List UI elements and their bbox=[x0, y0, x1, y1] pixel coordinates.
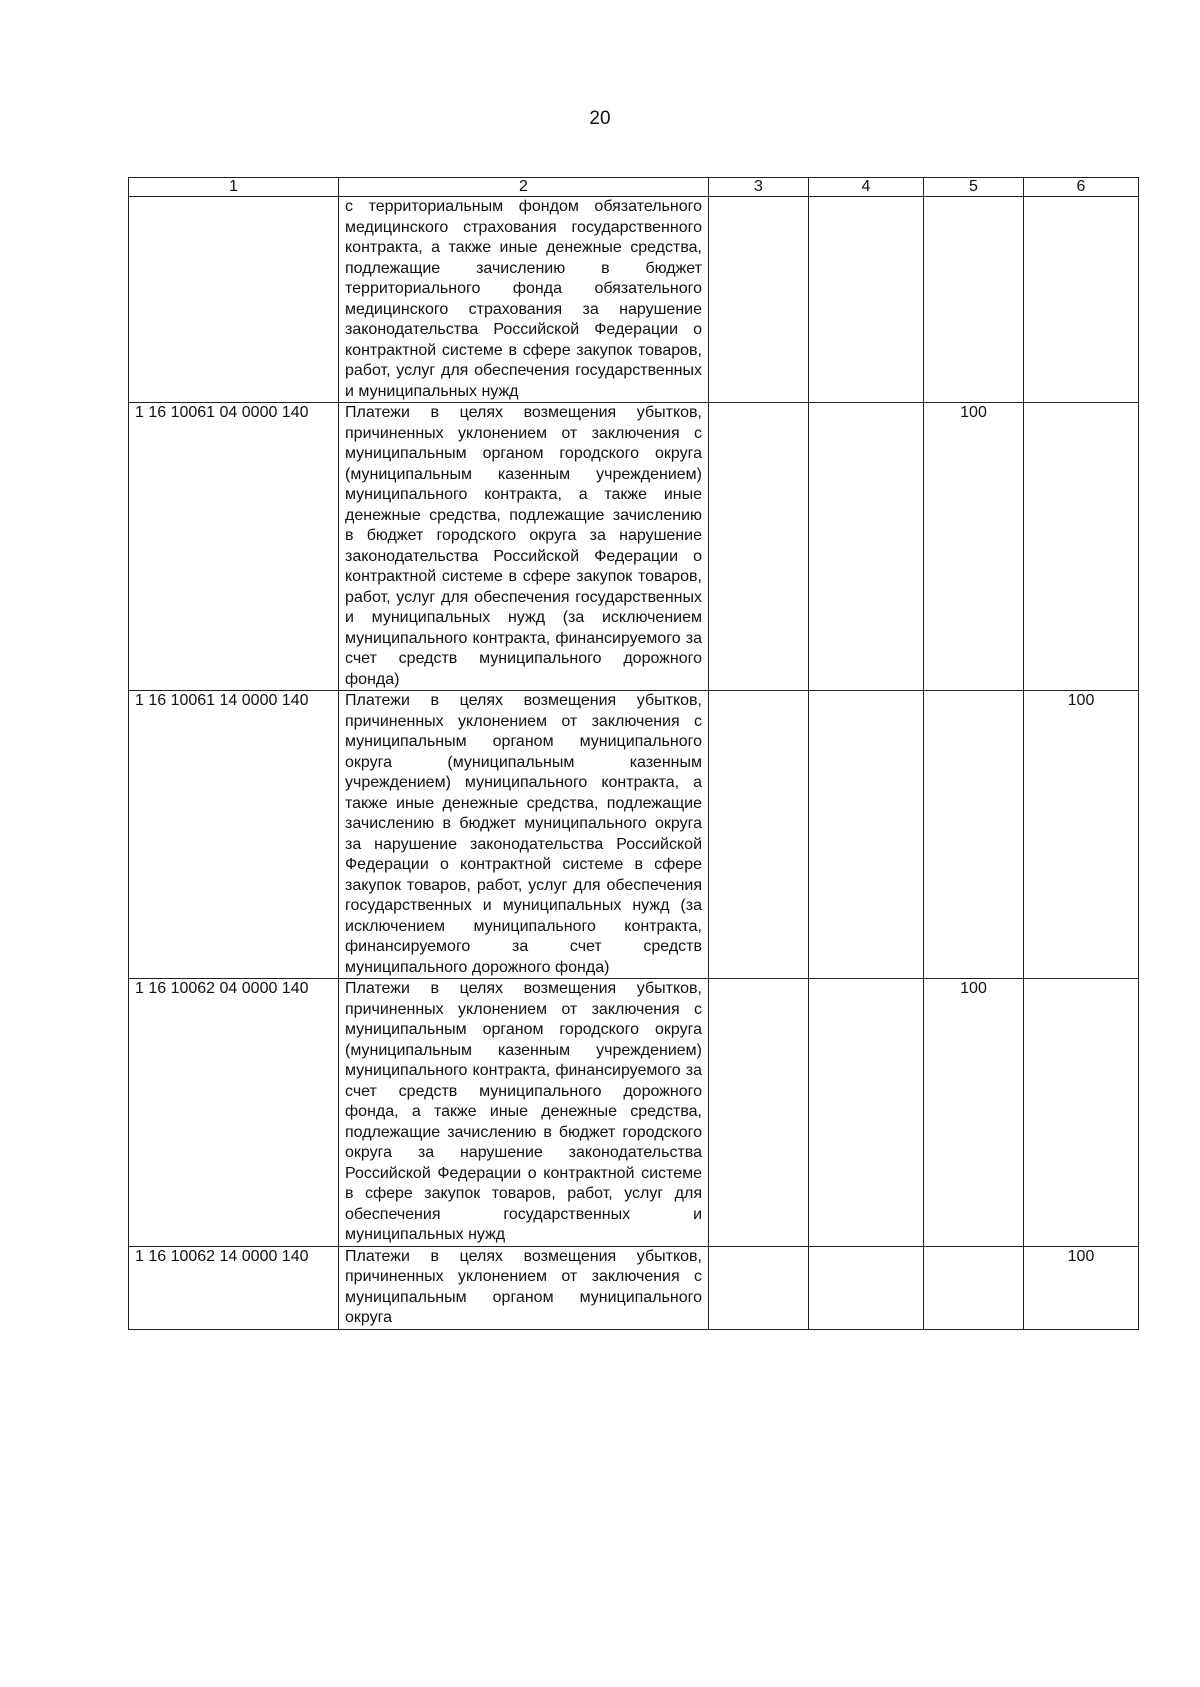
column-5-cell bbox=[924, 1246, 1024, 1329]
column-header: 1 bbox=[129, 178, 339, 197]
table-row bbox=[129, 979, 1139, 1247]
column-5-cell bbox=[924, 197, 1024, 403]
column-4-cell bbox=[809, 197, 924, 403]
column-4-cell bbox=[809, 403, 924, 691]
column-3-cell bbox=[709, 1246, 809, 1329]
column-3-cell bbox=[709, 197, 809, 403]
column-6-cell: 100 bbox=[1024, 691, 1139, 979]
description-cell: Платежи в целях возмещения убытков, причиненных уклонением от заключения с муниципальным органом муниципального округа bbox=[339, 1246, 709, 1329]
column-5-cell: 100 bbox=[924, 403, 1024, 691]
column-header: 2 bbox=[339, 178, 709, 197]
column-5-cell bbox=[924, 691, 1024, 979]
budget-code-cell: 1 16 10062 14 0000 140 bbox=[129, 1246, 339, 1329]
table-row bbox=[129, 1246, 1139, 1329]
column-4-cell bbox=[809, 979, 924, 1247]
column-6-cell bbox=[1024, 403, 1139, 691]
column-3-cell bbox=[709, 403, 809, 691]
column-3-cell bbox=[709, 691, 809, 979]
column-6-cell bbox=[1024, 197, 1139, 403]
column-header: 4 bbox=[809, 178, 924, 197]
column-header: 5 bbox=[924, 178, 1024, 197]
column-header: 3 bbox=[709, 178, 809, 197]
description-cell: Платежи в целях возмещения убытков, причиненных уклонением от заключения с муниципальным органом муниципального округа (муниципальным казенным учреждением) муниципального контракта, а также иные денежные средства, подлежащие зачислению в бюджет муниципального округа за нарушение законодательства Российской Федерации о контрактной системе в сфере закупок товаров, работ, услуг для обеспечения государственных и муниципальных нужд (за исключением муниципального контракта, финансируемого за счет средств муниципального дорожного фонда) bbox=[339, 691, 709, 979]
column-5-cell: 100 bbox=[924, 979, 1024, 1247]
column-3-cell bbox=[709, 979, 809, 1247]
table-row bbox=[129, 403, 1139, 691]
column-6-cell bbox=[1024, 979, 1139, 1247]
table-row bbox=[129, 691, 1139, 979]
column-4-cell bbox=[809, 691, 924, 979]
budget-code-cell: 1 16 10061 14 0000 140 bbox=[129, 691, 339, 979]
description-cell: Платежи в целях возмещения убытков, причиненных уклонением от заключения с муниципальным органом городского округа (муниципальным казенным учреждением) муниципального контракта, финансируемого за счет средств муниципального дорожного фонда, а также иные денежные средства, подлежащие зачислению в бюджет городского округа за нарушение законодательства Российской Федерации о контрактной системе в сфере закупок товаров, работ, услуг для обеспечения государственных и муниципальных нужд bbox=[339, 979, 709, 1247]
budget-classification-table bbox=[128, 177, 1139, 1330]
description-cell: с территориальным фондом обязательного медицинского страхования государственного контракта, а также иные денежные средства, подлежащие зачислению в бюджет территориального фонда обязательного медицинского страхования за нарушение законодательства Российской Федерации о контрактной системе в сфере закупок товаров, работ, услуг для обеспечения государственных и муниципальных нужд bbox=[339, 197, 709, 403]
description-cell: Платежи в целях возмещения убытков, причиненных уклонением от заключения с муниципальным органом городского округа (муниципальным казенным учреждением) муниципального контракта, а также иные денежные средства, подлежащие зачислению в бюджет городского округа за нарушение законодательства Российской Федерации о контрактной системе в сфере закупок товаров, работ, услуг для обеспечения государственных и муниципальных нужд (за исключением муниципального контракта, финансируемого за счет средств муниципального дорожного фонда) bbox=[339, 403, 709, 691]
table-row bbox=[129, 197, 1139, 403]
column-6-cell: 100 bbox=[1024, 1246, 1139, 1329]
budget-code-cell bbox=[129, 197, 339, 403]
page-number: 20 bbox=[589, 108, 611, 129]
column-header: 6 bbox=[1024, 178, 1139, 197]
column-4-cell bbox=[809, 1246, 924, 1329]
table-header-row bbox=[129, 178, 1139, 197]
budget-code-cell: 1 16 10061 04 0000 140 bbox=[129, 403, 339, 691]
budget-code-cell: 1 16 10062 04 0000 140 bbox=[129, 979, 339, 1247]
